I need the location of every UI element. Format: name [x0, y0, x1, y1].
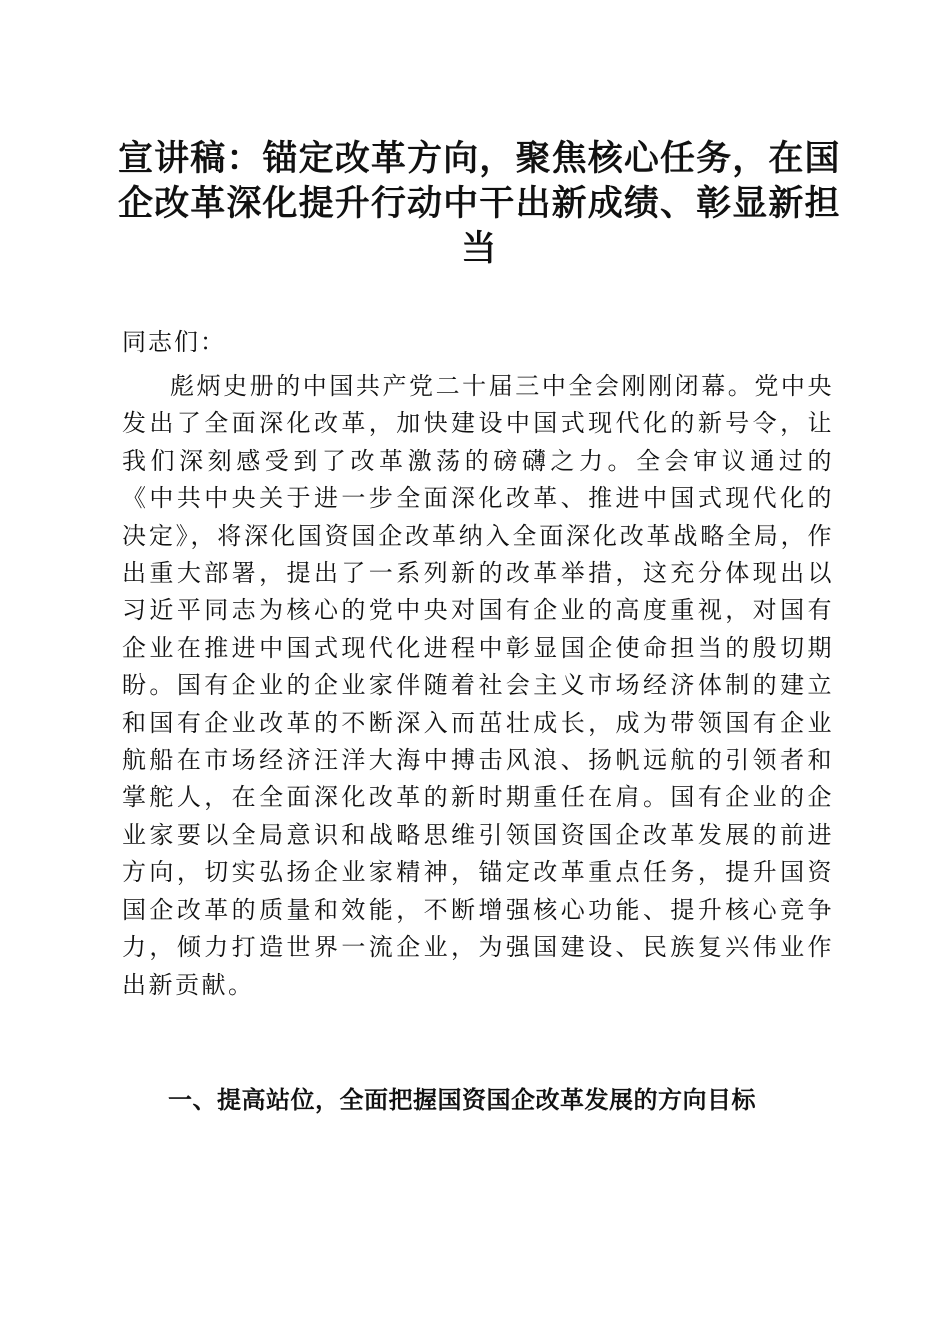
salutation: 同志们： — [122, 328, 226, 356]
document-title: 宣讲稿：锚定改革方向，聚焦核心任务，在国企改革深化提升行动中干出新成绩、彰显新担当 — [118, 138, 840, 269]
section-heading-1: 一、提高站位，全面把握国资国企改革发展的方向目标 — [168, 1086, 756, 1114]
body-paragraph: 彪炳史册的中国共产党二十届三中全会刚刚闭幕。党中央发出了全面深化改革，加快建设中国式现代化的新号令，让我们深刻感受到了改革激荡的磅礴之力。全会审议通过的《中共中央关于进一步全面深化改革、推进中国式现代化的决定》，将深化国资国企改革纳入全面深化改革战略全局，作出重大部署，提出了一系列新的改革举措，这充分体现出以习近平同志为核心的党中央对国有企业的高度重视，对国有企业在推进中国式现代化进程中彰显国企使命担当的殷切期盼。国有企业的企业家伴随着社会主义市场经济体制的建立和国有企业改革的不断深入而茁壮成长，成为带领国有企业航船在市场经济汪洋大海中搏击风浪、扬帆远航的引领者和掌舵人，在全面深化改革的新时期重任在肩。国有企业的企业家要以全局意识和战略思维引领国资国企改革发展的前进方向，切实弘扬企业家精神，锚定改革重点任务，提升国资国企改革的质量和效能，不断增强核心功能、提升核心竞争力，倾力打造世界一流企业，为强国建设、民族复兴伟业作出新贡献。 — [122, 372, 834, 999]
